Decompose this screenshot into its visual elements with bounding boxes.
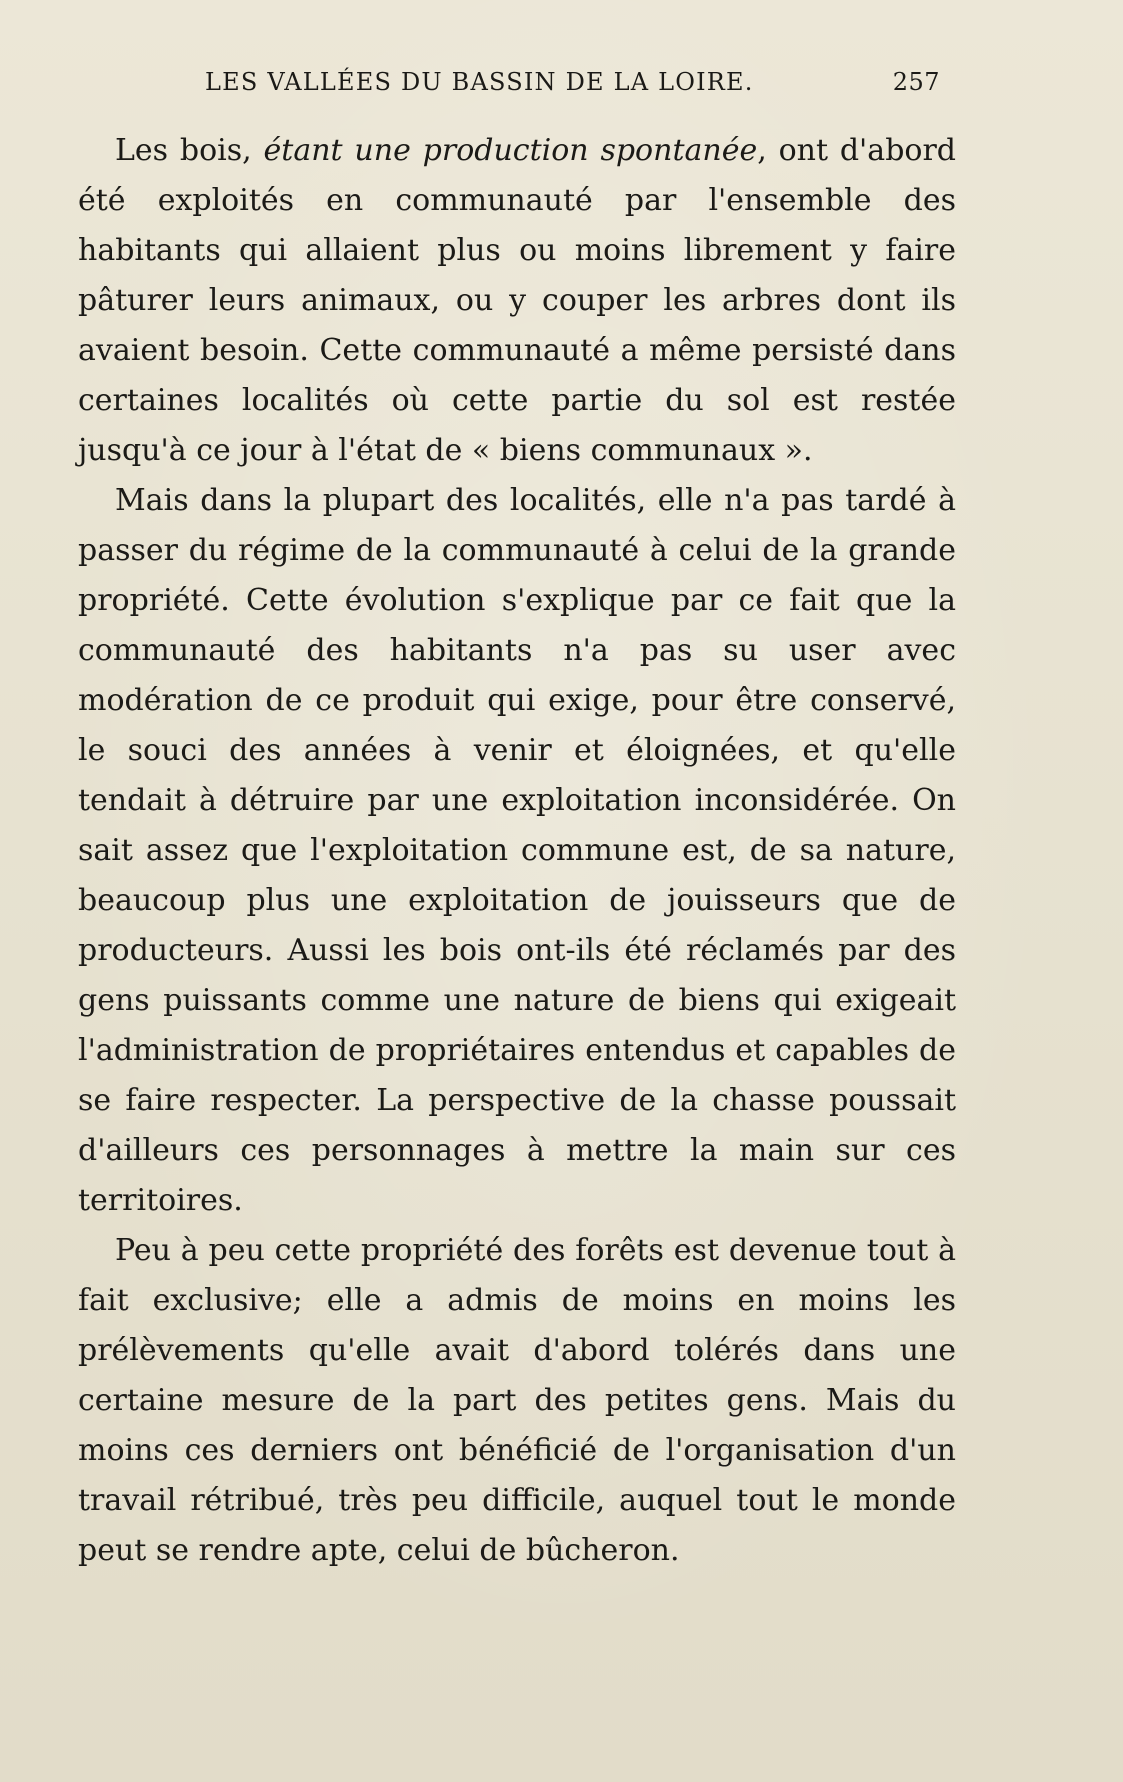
paragraph-3: Peu à peu cette propriété des forêts est devenue tout à fait exclusive; elle a admis de moins en moins les prélèvements qu'elle avait d'abord tolérés dans une certaine mesure de la part des petites gens. Mais du moins ces derniers ont bénéficié de l'organisation d'un travail rétribué, très peu difficile, auquel tout le monde peut se rendre apte, celui de bûcheron.	[78, 1233, 956, 1568]
paragraph-2: Mais dans la plupart des localités, elle n'a pas tardé à passer du régime de la communauté à celui de la grande propriété. Cette évolution s'explique par ce fait que la communauté des habitants n'a pas su user avec modération de ce produit qui exige, pour être conservé, le souci des années à venir et éloignées, et qu'elle tendait à détruire par une exploitation inconsidérée. On sait assez que l'exploitation commune est, de sa nature, beaucoup plus une exploitation de jouisseurs que de producteurs. Aussi les bois ont-ils été réclamés par des gens puissants comme une nature de biens qui exigeait l'administration de propriétaires entendus et capables de se faire respecter. La perspective de la chasse poussait d'ailleurs ces personnages à mettre la main sur ces territoires.	[78, 483, 956, 1218]
page-number: 257	[892, 68, 940, 96]
paragraph-1-start: Les bois,	[115, 133, 264, 168]
paragraph-1	[78, 126, 956, 476]
paragraph-1-rest: , ont d'abord été exploités en communauté par l'ensemble des habitants qui allaient plus ou moins librement y faire pâturer leurs animaux, ou y couper les arbres dont ils avaient besoin. Cette communauté a même persisté dans certaines localités où cette partie du sol est restée jusqu'à ce jour à l'état de « biens communaux ».	[78, 133, 957, 468]
body-text	[78, 126, 956, 1576]
running-title: LES VALLÉES DU BASSIN DE LA LOIRE.	[205, 68, 754, 96]
paragraph-1-italic-phrase: étant une production spontanée	[263, 133, 758, 168]
running-head	[205, 64, 940, 100]
